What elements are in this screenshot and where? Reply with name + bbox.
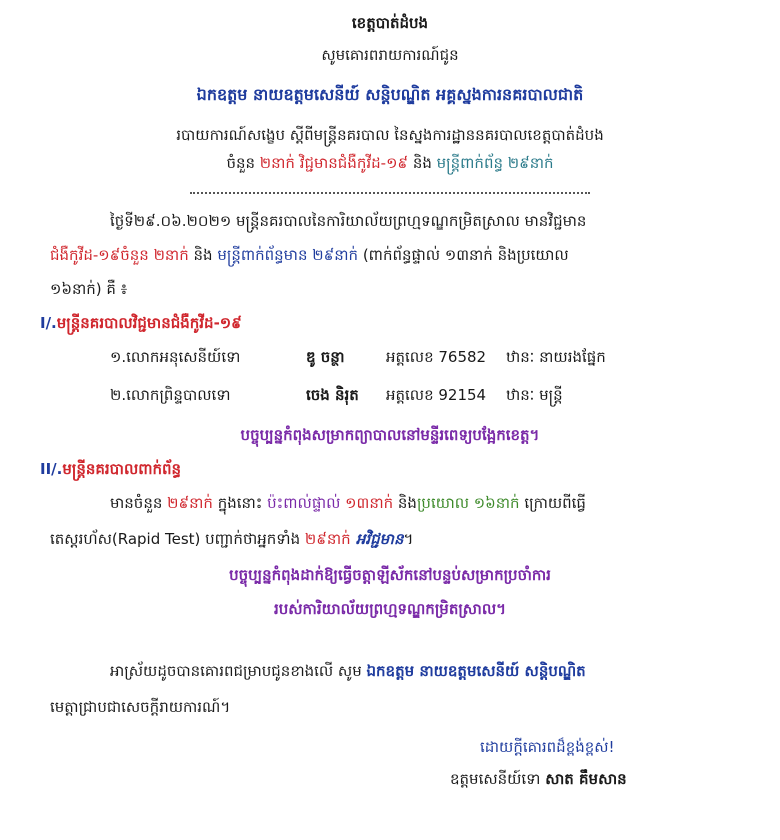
section-1-label: មន្ត្រីនគរបាលវិជ្ជមានជំងឺកូវីដ-១៩ bbox=[56, 314, 242, 332]
section-1-note: បច្ចុប្បន្នកំពុងសម្រាកព្យាបាលនៅមន្ទីរពេទ្យបង្អែកខេត្ត។ bbox=[240, 426, 540, 444]
intro-line-1: ថ្ងៃទី២៩.០៦.២០២១ មន្ត្រីនគរបាលនៃការិយាល័យព្រហ្មទណ្ឌកម្រិតស្រាល មានវិជ្ជមាន bbox=[110, 212, 587, 230]
officer-role: ឋានៈ នាយរងផ្នែក bbox=[506, 348, 606, 366]
indirect-contact: ប្រយោល ១៦នាក់ bbox=[416, 494, 520, 512]
officer-name: ចេង និរុត bbox=[306, 386, 359, 404]
signer-rank: ឧត្តមសេនីយ៍ទោ bbox=[450, 770, 546, 788]
intro-line-3: ១៦នាក់) គឺ ៖ bbox=[50, 280, 128, 298]
subject-positive-count: ២នាក់ វិជ្ជមានជំងឺកូវីដ-១៩ bbox=[259, 154, 409, 172]
signer bbox=[450, 768, 740, 790]
section-2-title bbox=[40, 458, 740, 480]
dotted-divider bbox=[190, 192, 590, 194]
closing-line-2: មេត្តាជ្រាបជាសេចក្តីរាយការណ៍។ bbox=[50, 698, 231, 716]
section-2-label: មន្ត្រីនគរបាលពាក់ព័ន្ធ bbox=[62, 460, 182, 478]
closing-line-1 bbox=[110, 660, 740, 682]
negative-result: អវិជ្ជមាន bbox=[350, 530, 404, 548]
direct-contact-label: ប៉ះពាល់ផ្ទាល់ bbox=[267, 494, 341, 512]
intro-positive-count: ជំងឺកូវីដ-១៩ចំនួន ២នាក់ bbox=[50, 246, 189, 264]
officer-role: ឋានៈ មន្ត្រី bbox=[506, 386, 563, 404]
subject-line-1: របាយការណ៍សង្ខេប ស្តីពីមន្ត្រីនគរបាល នៃស្នងការដ្ឋាននគរបាលខេត្តបាត់ដំបង bbox=[176, 126, 604, 144]
intro-line-2 bbox=[50, 244, 740, 266]
officer-title: ២.លោកព្រិន្ទបាលទោ bbox=[110, 386, 231, 404]
text-span: ។ bbox=[403, 530, 414, 548]
text-span: តេស្តរហ័ស(Rapid Test) បញ្ជាក់ថាអ្នកទាំង bbox=[50, 530, 305, 548]
positive-officer-row bbox=[110, 346, 740, 368]
recipient-heading: ឯកឧត្តម នាយឧត្តមសេនីយ៍ សន្តិបណ្ឌិត អគ្គស្នងការនគរបាលជាតិ bbox=[196, 85, 584, 104]
signer-name: សាត គឹមសាន bbox=[545, 770, 627, 788]
text-span: និង bbox=[393, 494, 417, 512]
officer-name: ឌូ ចន្ថា bbox=[306, 348, 345, 366]
section-2-line-1 bbox=[110, 492, 740, 514]
request-line: សូមគោរពរាយការណ៍ជូន bbox=[321, 46, 459, 64]
province-heading: ខេត្តបាត់ដំបង bbox=[351, 14, 429, 32]
subject-related-count: មន្ត្រីពាក់ព័ន្ធ ២៩នាក់ bbox=[436, 154, 554, 172]
direct-contact-count: ១៣នាក់ bbox=[340, 494, 394, 512]
subject-prefix: ចំនួន bbox=[226, 154, 260, 172]
text-span: អាស្រ័យដូចបានគោរពជម្រាបជូនខាងលើ សូម bbox=[110, 662, 367, 680]
section-2-note-2: របស់ការិយាល័យព្រហ្មទណ្ឌកម្រិតស្រាល។ bbox=[273, 600, 507, 618]
text-span: ក្រោយពីធ្វើ bbox=[519, 494, 586, 512]
officer-id: អត្តលេខ 92154 bbox=[386, 386, 487, 404]
section-1-prefix: I/. bbox=[40, 314, 57, 332]
related-total: ២៩នាក់ bbox=[167, 494, 213, 512]
positive-officer-row bbox=[110, 384, 740, 406]
intro-and: និង bbox=[188, 246, 218, 264]
subject-line-2 bbox=[40, 152, 740, 174]
tested-count: ២៩នាក់ bbox=[304, 530, 351, 548]
officer-id: អត្តលេខ 76582 bbox=[386, 348, 487, 366]
officer-title: ១.លោកអនុសេនីយ៍ទោ bbox=[110, 348, 241, 366]
text-span: មានចំនួន bbox=[110, 494, 168, 512]
section-2-line-2 bbox=[50, 528, 740, 550]
intro-line-2-tail: (ពាក់ព័ន្ធផ្ទាល់ ១៣នាក់ និងប្រយោល bbox=[358, 246, 569, 264]
respect-line: ដោយក្តីគោរពដ៏ខ្ពង់ខ្ពស់! bbox=[480, 738, 615, 756]
section-2-prefix: II/. bbox=[40, 460, 63, 478]
closing-recipient: ឯកឧត្តម នាយឧត្តមសេនីយ៍ សន្តិបណ្ឌិត bbox=[366, 662, 586, 680]
intro-related-count: មន្ត្រីពាក់ព័ន្ធមាន ២៩នាក់ bbox=[217, 246, 359, 264]
section-1-title bbox=[40, 312, 740, 334]
subject-and: និង bbox=[408, 154, 437, 172]
section-2-note-1: បច្ចុប្បន្នកំពុងដាក់ឱ្យធ្វើចត្តាឡីស័កនៅបន្ទប់សម្រាកប្រចាំការ bbox=[229, 566, 551, 584]
text-span: ក្នុងនោះ bbox=[212, 494, 268, 512]
